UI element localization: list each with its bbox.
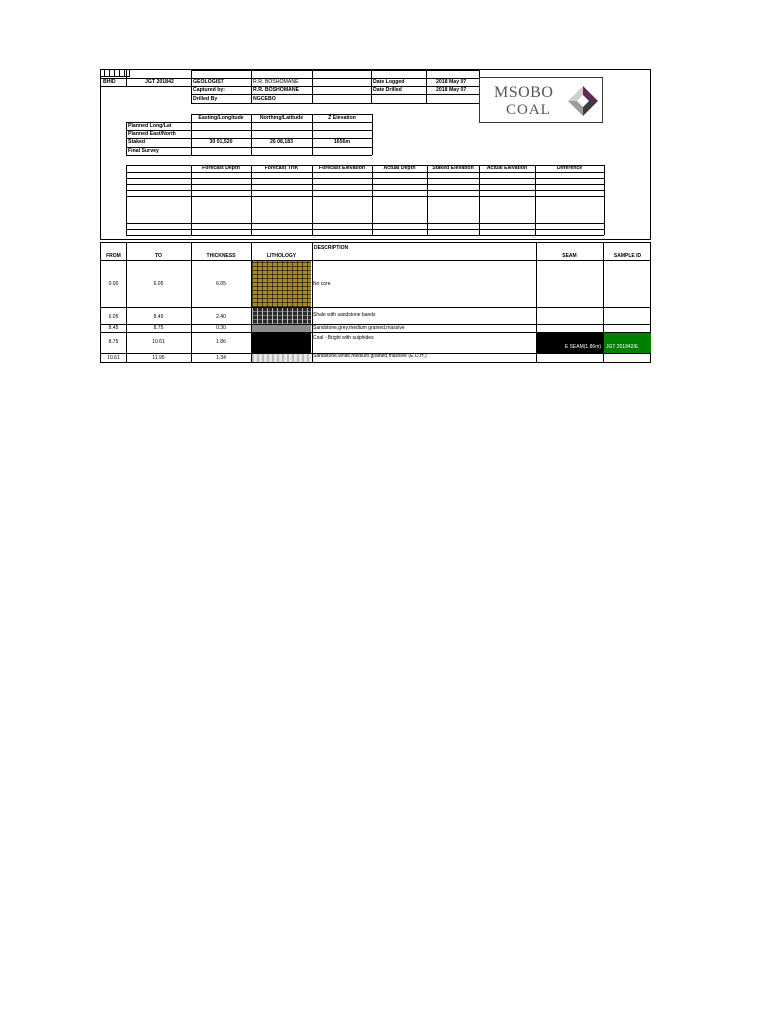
geologist-label: GEOLOGIST (193, 79, 224, 85)
row-planned-eastnorth: Planned East/North (128, 131, 176, 137)
row-planned-longlat: Planned Long/Lat (128, 123, 172, 129)
date-drilled-value: 2018 May 07 (436, 87, 467, 93)
row4-from: 8.75 (108, 339, 119, 345)
seam-label: E SEAM(1.86m) (564, 344, 601, 350)
header-thickness: THICKNESS (206, 253, 236, 259)
borehole-header-sheet (100, 69, 651, 240)
row4-description: Coal - Bright with sulphides (313, 335, 374, 341)
row1-description: No core (313, 281, 331, 287)
col-staked-elevation: Staked Elevation (432, 165, 474, 171)
staked-northing: 26 08,183 (269, 139, 294, 145)
row5-description: Sandstone,white,medium grained,massive (E.O.H.) (313, 353, 427, 359)
col-easting: Easting/Longitude (198, 115, 244, 121)
sample-id-label: JGT 201842/E (606, 344, 639, 350)
diamond-logo-icon (564, 82, 602, 120)
row-staked: Staked (128, 139, 146, 145)
date-logged-value: 2018 May 07 (436, 79, 467, 85)
header-lithology: LITHOLOGY (266, 253, 297, 259)
row4-thickness: 1.86 (216, 339, 226, 345)
col-difference: Difference (556, 165, 583, 171)
col-forecast-elevation: Forecast Elevation (318, 165, 366, 171)
seam-cell (537, 333, 603, 353)
row5-from: 10.61 (107, 355, 120, 361)
lithology-white-sandstone (252, 354, 311, 362)
row2-to: 8.45 (153, 314, 164, 320)
row5-to: 11.95 (152, 355, 165, 361)
col-northing: Northing/Latitude (259, 115, 304, 121)
header-description: DESCRIPTION (314, 245, 349, 251)
lithology-shale-pattern (252, 308, 311, 324)
bhid-label: BHID (103, 79, 116, 85)
captured-by-value: R.R. BOSHOMANE (253, 87, 300, 93)
col-forecast-thk: Forecast THK (264, 165, 299, 171)
forecast-table (126, 165, 604, 235)
coordinates-table (126, 114, 372, 157)
drilled-by-value: NGCEBO (253, 96, 276, 102)
row1-thickness: 6.05 (216, 281, 226, 287)
geologist-value: R.R. BOSHOMANE (253, 79, 299, 85)
drilled-by-label: Drilled By (193, 96, 218, 102)
date-logged-label: Date Logged (373, 79, 405, 85)
msobo-coal-logo (479, 77, 603, 123)
lithology-sandstone-pattern (252, 261, 311, 307)
bhid-value: JGT 201842 (145, 79, 174, 85)
lithology-log-table (100, 242, 651, 363)
row2-thickness: 2.40 (216, 314, 226, 320)
row3-to: 8.75 (153, 325, 164, 331)
row3-from: 8.45 (108, 325, 119, 331)
row5-thickness: 1.34 (216, 355, 226, 361)
header-from: FROM (106, 253, 121, 259)
logo-line1: MSOBO (494, 84, 554, 101)
date-drilled-label: Date Drilled (373, 87, 402, 93)
row2-from: 6.05 (108, 314, 119, 320)
row1-to: 6.05 (153, 281, 164, 287)
staked-easting: 30 01,520 (209, 139, 233, 145)
row2-description: Shale with sandstone bands (313, 312, 376, 318)
row-final-survey: Final Survey (128, 148, 159, 154)
row3-description: Sandstone,grey,medium grained,massive (313, 325, 405, 331)
row4-to: 10.61 (152, 339, 165, 345)
row1-from: 0.00 (108, 281, 119, 287)
header-seam: SEAM (562, 253, 577, 259)
staked-elevation: 1656m (333, 139, 351, 145)
row3-thickness: 0.30 (216, 325, 226, 331)
lithology-coal (252, 333, 311, 353)
lithology-grey-sandstone (252, 325, 311, 332)
col-z-elevation: Z Elevation (328, 115, 356, 121)
captured-by-label: Captured by: (193, 87, 225, 93)
sample-id-cell (604, 333, 651, 353)
logo-line2: COAL (506, 102, 551, 118)
header-sample-id: SAMPLE ID (613, 253, 642, 259)
col-forecast-depth: Forecast Depth (202, 165, 240, 171)
header-to: TO (155, 253, 162, 259)
col-actual-elevation: Actual Elevation (486, 165, 528, 171)
col-actual-depth: Actual Depth (383, 165, 416, 171)
